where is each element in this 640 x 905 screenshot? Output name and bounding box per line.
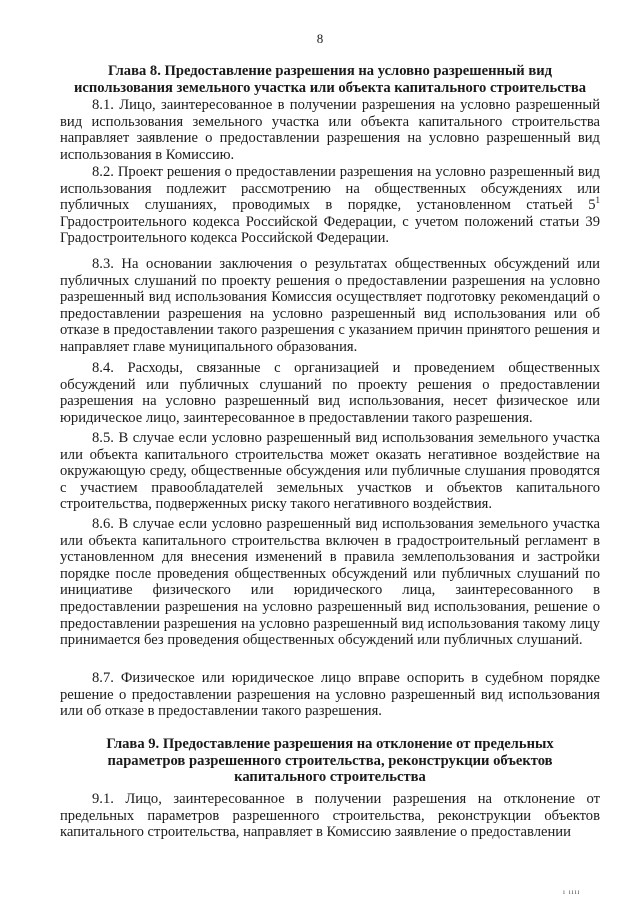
chapter-9-title-line-1: Глава 9. Предоставление разрешения на отклонение от предельных: [106, 736, 554, 752]
paragraph-8-2-text-start: 8.2. Проект решения о предоставлении разрешения на условно разрешенный вид использования подлежит рассмотрению на общественных обсуждениях или публичных слушаниях, проводимых в порядке, установленном статьей 5: [60, 164, 600, 214]
paragraph-8-2-text-end: Градостроительного кодекса Российской Федерации, с учетом положений статьи 39 Градостроительного кодекса Российской Федерации.: [60, 213, 600, 247]
page-number: 8: [316, 31, 324, 46]
article-superscript: 1: [595, 195, 600, 206]
chapter-9-heading: [60, 736, 600, 786]
paragraph-8-7: 8.7. Физическое или юридическое лицо вправе оспорить в судебном порядке решение о предоставлении разрешения на условно разрешенный вид использования или об отказе в предоставлении такого разрешения.: [60, 670, 600, 720]
paragraph-9-1: 9.1. Лицо, заинтересованное в получении разрешения на отклонение от предельных параметров разрешенного строительства, реконструкции объектов капитального строительства, направляет в Комиссию заявление о предоставлении: [60, 791, 600, 841]
scan-footer-mark: ı ıııı: [563, 888, 581, 896]
chapter-8-title-line-1: Глава 8. Предоставление разрешения на условно разрешенный вид: [107, 63, 553, 79]
paragraph-8-5: 8.5. В случае если условно разрешенный вид использования земельного участка или объекта капитального строительства может оказать негативное воздействие на окружающую среду, общественные обсуждения или публичные слушания проводятся с участием правообладателей земельных участков и объектов капитального строительства, подверженных риску такого негативного воздействия.: [60, 430, 600, 513]
chapter-8-heading: [60, 63, 600, 96]
paragraph-8-6: 8.6. В случае если условно разрешенный вид использования земельного участка или объекта капитального строительства включен в градостроительный регламент в установленном для внесения изменений в правила землепользования и застройки порядке после проведения общественных обсуждений или публичных слушаний по инициативе физического или юридического лица, заинтересованного в предоставлении разрешения на условно разрешенный вид использования, решение о предоставлении разрешения на условно разрешенный вид использования такому лицу принимается без проведения общественных обсуждений или публичных слушаний.: [60, 516, 600, 649]
paragraph-8-3: 8.3. На основании заключения о результатах общественных обсуждений или публичных слушаний по проекту решения о предоставлении разрешения на условно разрешенный вид использования Комиссия осуществляет подготовку рекомендаций о предоставлении разрешения на условно разрешенный вид использования или об отказе в предоставлении такого разрешения с указанием причин принятого решения и направляет главе муниципального образования.: [60, 256, 600, 355]
chapter-9-title-line-2: параметров разрешенного строительства, реконструкции объектов: [107, 752, 553, 769]
paragraph-8-2: [60, 164, 600, 247]
paragraph-8-4: 8.4. Расходы, связанные с организацией и проведением общественных обсуждений или публичных слушаний по проекту решения о предоставлении разрешения на условно разрешенный вид использования, несет физическое или юридическое лицо, заинтересованное в предоставлении такого разрешения.: [60, 360, 600, 426]
chapter-8-title-line-2: использования земельного участка или объекта капитального строительства: [73, 79, 587, 96]
chapter-9-title-line-3: капитального строительства: [234, 769, 426, 786]
paragraph-8-1: 8.1. Лицо, заинтересованное в получении разрешения на условно разрешенный вид использования земельного участка или объекта капитального строительства направляет заявление о предоставлении разрешения на условно разрешенный вид использования в Комиссию.: [60, 97, 600, 163]
